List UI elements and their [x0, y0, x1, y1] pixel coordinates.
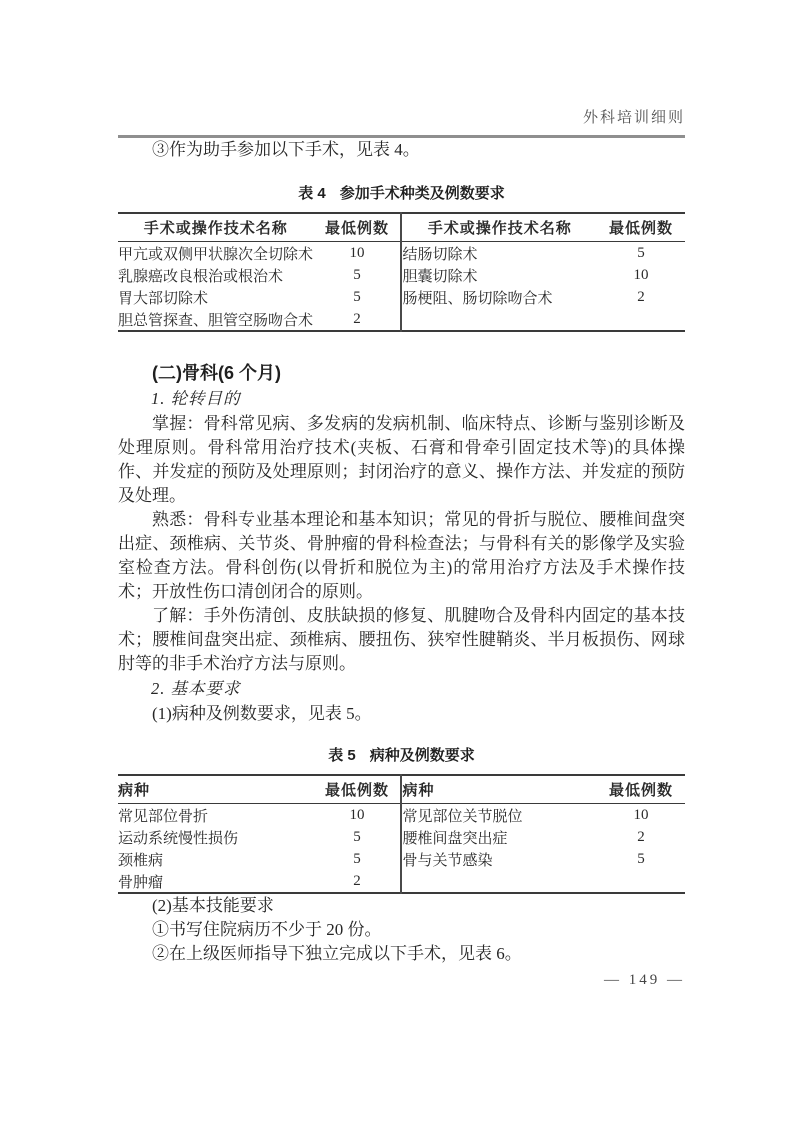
- table-cell: 常见部位骨折: [118, 808, 209, 825]
- skills-heading: (2)基本技能要求: [152, 896, 274, 915]
- table-cell: 10: [314, 242, 402, 265]
- table4-title-text: 参加手术种类及例数要求: [339, 185, 505, 202]
- table-cell: [597, 870, 685, 893]
- table-row: [118, 286, 685, 308]
- table-cell: [401, 308, 597, 331]
- table5-header-cell: 最低例数: [597, 775, 685, 804]
- table-cell: 2: [637, 828, 645, 845]
- table-cell: 10: [633, 806, 649, 823]
- table-cell: [597, 308, 685, 331]
- subsection-basic-requirements: 2. 基本要求: [151, 679, 241, 698]
- table5-header-row: [118, 775, 685, 804]
- section-heading: (二)骨科(6 个月): [152, 363, 281, 383]
- table-cell: 颈椎病: [118, 852, 164, 869]
- page-number: — 149 —: [604, 972, 685, 988]
- table-cell: 2: [314, 870, 402, 893]
- table-cell: 腰椎间盘突出症: [402, 830, 508, 847]
- requirement-1-line: (1)病种及例数要求，见表 5。: [152, 704, 372, 723]
- subsection-rotation-goal: 1. 轮转目的: [151, 389, 241, 408]
- table-cell: 2: [637, 288, 645, 305]
- table-cell: 5: [314, 826, 402, 848]
- table-cell: 2: [314, 308, 402, 331]
- table-row: [118, 308, 685, 331]
- table-cell: 胃大部切除术: [118, 290, 209, 307]
- table-cell: 肠梗阻、肠切除吻合术: [402, 290, 553, 307]
- table-cell: 常见部位关节脱位: [402, 808, 523, 825]
- running-header: 外科培训细则: [582, 110, 685, 126]
- table5-header-cell: 病种: [401, 775, 597, 804]
- table5-title-text: 病种及例数要求: [369, 747, 475, 764]
- table4-title-label: 表 4: [298, 185, 326, 202]
- paragraph-master: 掌握：骨科常见病、多发病的发病机制、临床特点、诊断与鉴别诊断及处理原则。骨科常用治疗技术(夹板、石膏和骨牵引固定技术等)的具体操作、并发症的预防及处理原则；封闭治疗的意义、操作方法、并发症的预防及处理。: [118, 414, 685, 505]
- table-cell: 乳腺癌改良根治或根治术: [118, 268, 284, 285]
- table4-header-cell: 最低例数: [314, 213, 402, 242]
- table-row: [118, 826, 685, 848]
- table5-title: [118, 746, 685, 766]
- table-row: [118, 264, 685, 286]
- table5-header-cell: 最低例数: [314, 775, 402, 804]
- table4-header-cell: 手术或操作技术名称: [401, 213, 597, 242]
- table-cell: 运动系统慢性损伤: [118, 830, 239, 847]
- table-cell: 5: [637, 244, 645, 261]
- table5: [118, 774, 685, 894]
- table-row: [118, 804, 685, 827]
- table-cell: 5: [314, 286, 402, 308]
- table-row: [118, 242, 685, 265]
- table-cell: 骨与关节感染: [402, 852, 493, 869]
- table4-header-cell: 手术或操作技术名称: [118, 213, 314, 242]
- table4-block: [118, 184, 685, 332]
- table4-header-cell: 最低例数: [597, 213, 685, 242]
- table-cell: 胆囊切除术: [402, 268, 478, 285]
- table-cell: 骨肿瘤: [118, 874, 164, 891]
- table-cell: 10: [633, 266, 649, 283]
- table5-title-label: 表 5: [328, 747, 356, 764]
- table4-title: [118, 184, 685, 204]
- table-cell: 5: [637, 850, 645, 867]
- paragraph-understand: 了解：手外伤清创、皮肤缺损的修复、肌腱吻合及骨科内固定的基本技术；腰椎间盘突出症、颈椎病、腰扭伤、狭窄性腱鞘炎、半月板损伤、网球肘等的非手术治疗方法与原则。: [118, 606, 685, 673]
- table4: [118, 212, 685, 332]
- table5-block: [118, 746, 685, 894]
- skills-item-1: ①书写住院病历不少于 20 份。: [152, 920, 382, 939]
- table-row: [118, 870, 685, 893]
- table-cell: 结肠切除术: [402, 246, 478, 263]
- intro-line: ③作为助手参加以下手术，见表 4。: [152, 140, 420, 159]
- table5-header-cell: 病种: [118, 775, 314, 804]
- table-cell: 5: [314, 264, 402, 286]
- table-cell: 胆总管探查、胆管空肠吻合术: [118, 312, 314, 329]
- table-cell: 5: [314, 848, 402, 870]
- table4-header-row: [118, 213, 685, 242]
- table-cell: [401, 870, 597, 893]
- table-cell: 10: [314, 804, 402, 827]
- skills-item-2: ②在上级医师指导下独立完成以下手术，见表 6。: [152, 944, 522, 963]
- table-cell: 甲亢或双侧甲状腺次全切除术: [118, 246, 314, 263]
- table-row: [118, 848, 685, 870]
- paragraph-familiar: 熟悉：骨科专业基本理论和基本知识；常见的骨折与脱位、腰椎间盘突出症、颈椎病、关节炎、骨肿瘤的骨科检查法；与骨科有关的影像学及实验室检查方法。骨科创伤(以骨折和脱位为主)的常用治疗方法及手术操作技术；开放性伤口清创闭合的原则。: [118, 510, 685, 601]
